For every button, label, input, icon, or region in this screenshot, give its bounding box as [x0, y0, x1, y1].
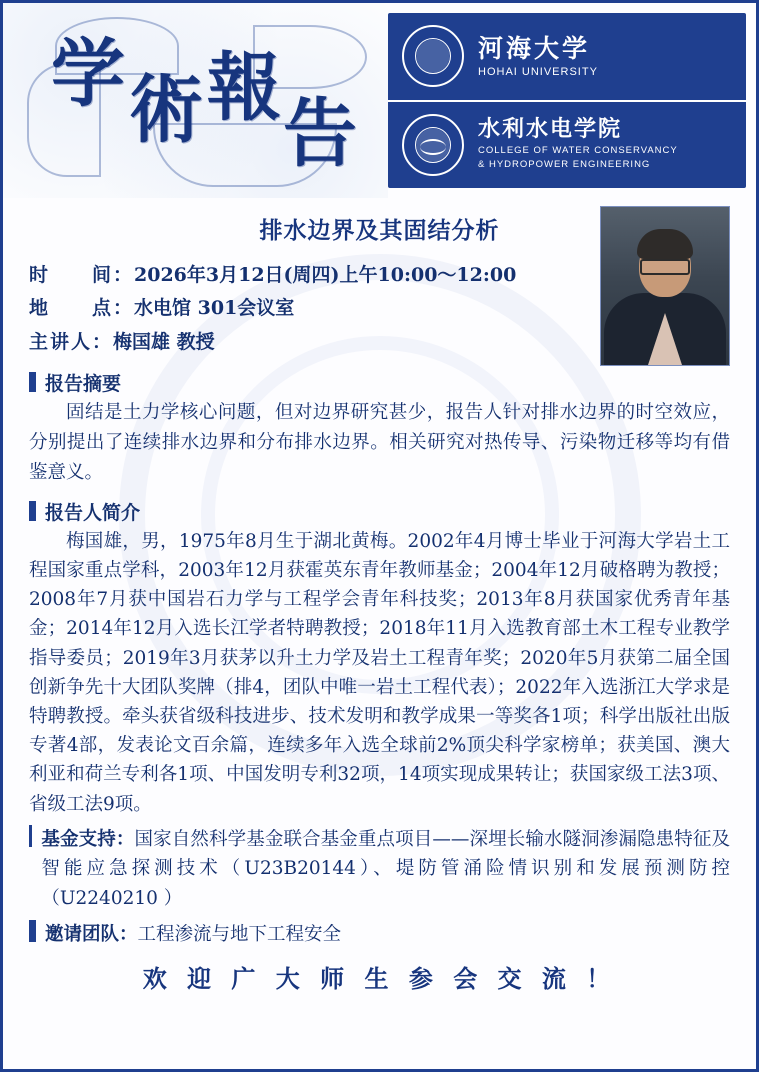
college-seal-icon	[402, 114, 464, 176]
meta-time-value: 2026年3月12日(周四)上午10:00～12:00	[134, 264, 517, 286]
bio-heading-label: 报告人简介	[45, 501, 141, 524]
section-bar-icon	[29, 825, 32, 847]
team-row	[29, 920, 730, 950]
university-seal-icon	[402, 25, 464, 87]
meta-place-label: 地 点：	[29, 297, 135, 320]
abstract-text: 固结是土力学核心问题，但对边界研究甚少，报告人针对排水边界的时空效应，分别提出了连续排水边界和分布排水边界。相关研究对热传导、污染物迁移等均有借鉴意义。	[29, 401, 730, 483]
portrait-hair-shape	[637, 229, 693, 259]
bio-heading	[29, 498, 730, 525]
banner-calligraphy	[3, 3, 388, 198]
logo-panel	[388, 13, 746, 188]
meta-place-value: 水电馆 301会议室	[134, 297, 295, 320]
welcome-text: 欢 迎 广 大 师 生 参 会 交 流 ！	[142, 964, 617, 994]
meta-time-label: 时 间：	[29, 264, 135, 286]
banner-char-1: 学	[51, 31, 125, 117]
meta-speaker-value: 梅国雄 教授	[113, 330, 215, 353]
section-bar-icon	[29, 501, 36, 521]
poster-content	[3, 198, 756, 994]
university-name-en: HOHAI UNIVERSITY	[478, 65, 598, 78]
college-name-cn: 水利水电学院	[478, 116, 623, 143]
section-bar-icon	[29, 372, 36, 392]
abstract-heading	[29, 369, 730, 396]
college-name-en-line2: & HYDROPOWER ENGINEERING	[478, 159, 651, 171]
funding-block	[41, 825, 730, 914]
team-text: 工程渗流与地下工程安全	[137, 923, 342, 945]
university-name-cn: 河海大学	[478, 33, 591, 63]
glasses-icon	[640, 259, 690, 275]
banner-char-2: 術	[129, 67, 203, 153]
bio-text: 梅国雄，男，1975年8月生于湖北黄梅。2002年4月博士毕业于河海大学岩土工程国家重点学科，2003年12月获霍英东青年教师基金；2004年12月破格聘为教授；2008年7月获中国岩石力学与工程学会青年科技奖；2013年8月获国家优秀青年基金；2014年12月入选长江学者特聘教授；2018年11月入选教育部土木工程专业教学指导委员；2019年3月获茅以升土力学及岩土工程青年奖；2020年5月获第二届全国创新争先十大团队奖牌（排4，团队中唯一岩土工程代表）；2022年入选浙江大学求是特聘教授。牵头获省级科技进步、技术发明和教学成果一等奖各1项；科学出版社出版专著4部，发表论文百余篇，连续多年入选全球前2%顶尖科学家榜单；获美国、澳大利亚和荷兰专利各1项、中国发明专利32项，14项实现成果转让；获国家级工法3项、省级工法9项。	[29, 530, 730, 815]
ornament-icon	[153, 123, 337, 187]
talk-title: 排水边界及其固结分析	[259, 217, 500, 244]
abstract-heading-label: 报告摘要	[45, 372, 122, 395]
college-name-en-line1: COLLEGE OF WATER CONSERVANCY	[478, 144, 678, 156]
speaker-portrait	[600, 206, 730, 366]
funding-row	[29, 825, 730, 914]
ornament-icon	[27, 63, 101, 177]
funding-label: 基金支持：	[41, 828, 135, 850]
banner-char-3: 報	[207, 45, 281, 131]
meta-speaker-label: 主讲人：	[29, 330, 114, 353]
section-bar-icon	[29, 920, 36, 942]
ornament-icon	[253, 25, 367, 89]
funding-text: 国家自然科学基金联合基金重点项目——深埋长输水隧洞渗漏隐患特征及智能应急探测技术（U23B20144）、堤防管涌险情识别和发展预测防控（U2240210 ）	[41, 828, 730, 910]
poster-header	[3, 3, 756, 198]
team-label: 邀请团队：	[45, 923, 138, 945]
college-logo	[388, 100, 746, 189]
university-logo	[388, 13, 746, 100]
team-block	[45, 920, 341, 950]
banner-char-4: 告	[283, 91, 357, 177]
